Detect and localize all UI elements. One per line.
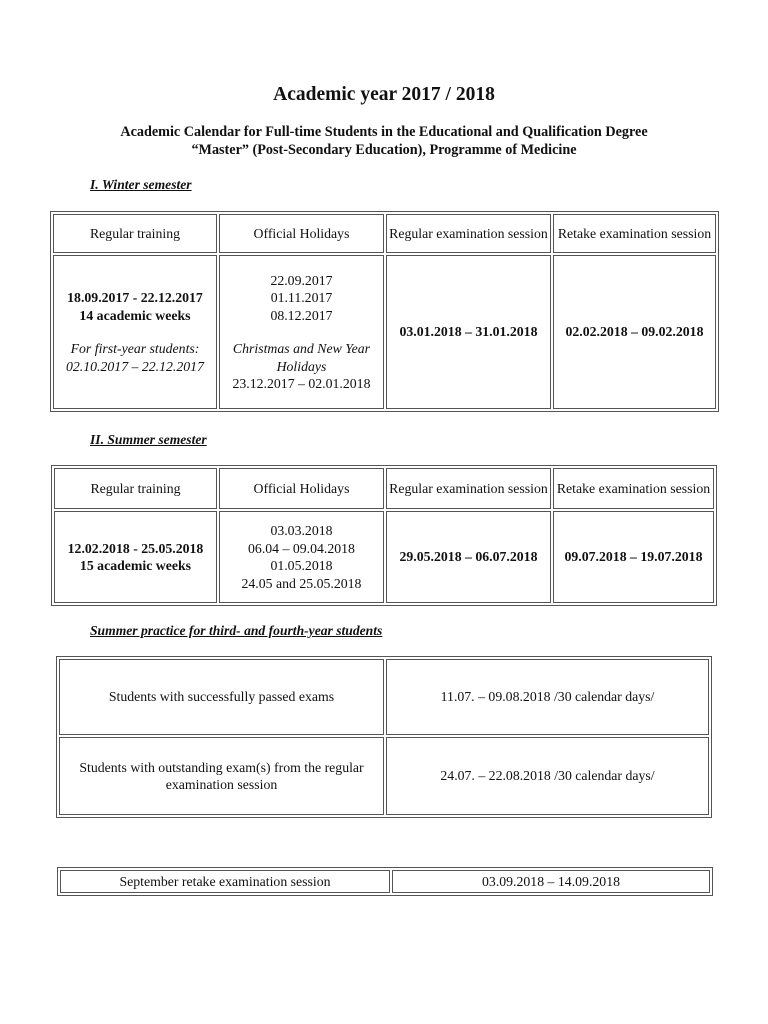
winter-retake-exam-dates: 02.02.2018 – 09.02.2018 [553,255,716,409]
winter-semester-table [50,211,719,412]
table-row [60,870,710,893]
header-retake-exam: Retake examination session [553,468,714,509]
holiday-date: 22.09.2017 [270,272,333,288]
header-official-holidays: Official Holidays [219,214,384,253]
summer-practice-table [56,656,712,818]
table-row [53,255,716,409]
winter-training-cell [53,255,217,409]
holiday-date: 24.05 and 25.05.2018 [241,575,362,591]
practice-label: Students with successfully passed exams [59,659,384,735]
table-row [59,737,709,815]
holiday-date: 06.04 – 09.04.2018 [248,540,355,556]
september-retake-table [57,867,713,896]
header-official-holidays: Official Holidays [219,468,384,509]
first-year-label: For first-year students: [70,341,200,356]
summer-practice-heading: Summer practice for third- and fourth-year students [90,623,383,638]
summer-holidays-cell [219,511,384,603]
page-title: Academic year 2017 / 2018 [273,84,495,105]
table-header-row [54,468,714,509]
table-row [59,659,709,735]
christmas-dates: 23.12.2017 – 02.01.2018 [232,376,371,391]
practice-dates: 11.07. – 09.08.2018 /30 calendar days/ [386,659,709,735]
summer-regular-exam-dates: 29.05.2018 – 06.07.2018 [386,511,551,603]
summer-retake-exam-dates: 09.07.2018 – 19.07.2018 [553,511,714,603]
header-regular-exam: Regular examination session [386,214,551,253]
september-retake-label: September retake examination session [60,870,390,893]
september-retake-dates: 03.09.2018 – 14.09.2018 [392,870,710,893]
winter-semester-heading: I. Winter semester [90,177,192,192]
summer-semester-table [51,465,717,606]
first-year-dates: 02.10.2017 – 22.12.2017 [66,358,204,374]
table-header-row [53,214,716,253]
summer-training-weeks: 15 academic weeks [79,558,192,573]
christmas-label: Christmas and New Year Holidays [232,341,371,374]
subtitle [0,123,768,159]
holiday-date: 01.11.2017 [270,290,333,305]
header-regular-exam: Regular examination session [386,468,551,509]
summer-semester-heading: II. Summer semester [90,432,207,447]
winter-training-dates: 18.09.2017 - 22.12.2017 [67,290,203,305]
winter-training-weeks: 14 academic weeks [79,307,191,323]
holiday-date: 08.12.2017 [270,307,333,323]
subtitle-line-2: “Master” (Post-Secondary Education), Programme of Medicine [191,142,577,158]
header-retake-exam: Retake examination session [553,214,716,253]
header-regular-training: Regular training [53,214,217,253]
table-row [54,511,714,603]
winter-regular-exam-dates: 03.01.2018 – 31.01.2018 [386,255,551,409]
summer-training-dates: 12.02.2018 - 25.05.2018 [67,540,204,556]
holiday-date: 03.03.2018 [270,523,333,538]
subtitle-line-1: Academic Calendar for Full-time Students in the Educational and Qualification Degree [120,124,648,140]
header-regular-training: Regular training [54,468,217,509]
practice-label: Students with outstanding exam(s) from the regular examination session [59,737,384,815]
winter-holidays-cell [219,255,384,409]
holiday-date: 01.05.2018 [270,558,333,573]
summer-training-cell [54,511,217,603]
practice-dates: 24.07. – 22.08.2018 /30 calendar days/ [386,737,709,815]
